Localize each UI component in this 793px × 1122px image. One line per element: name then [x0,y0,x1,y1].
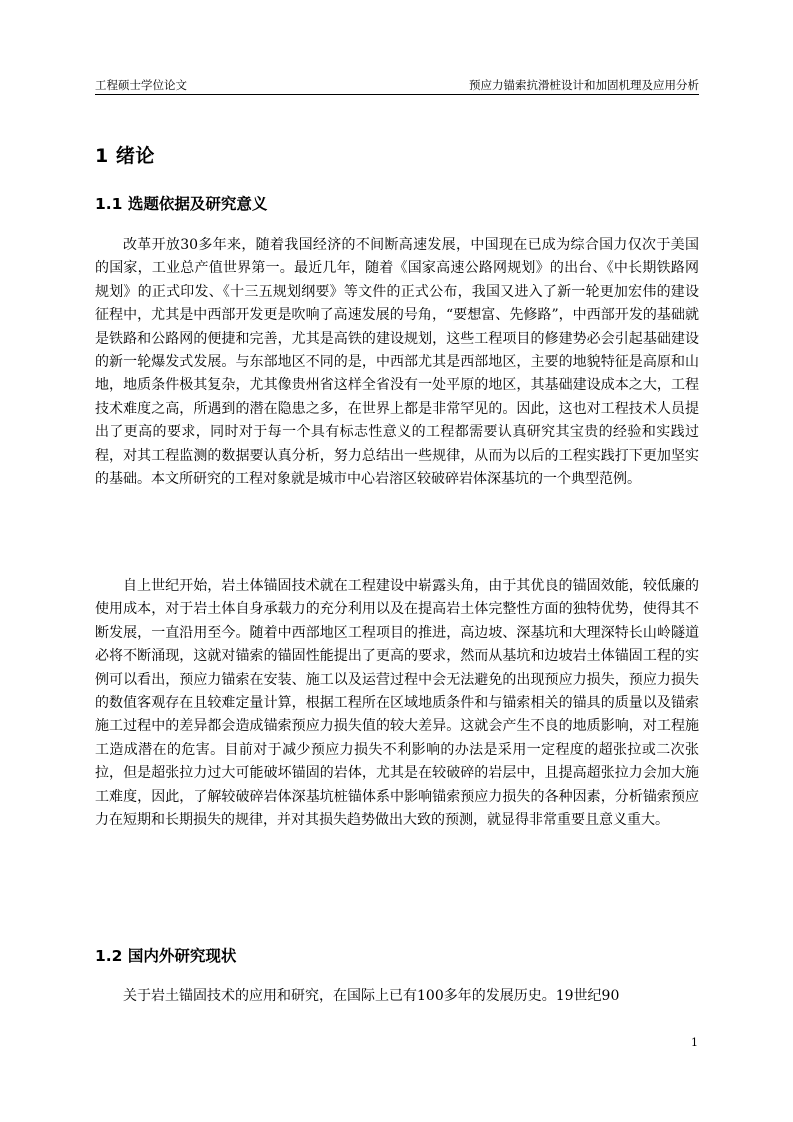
running-header [95,74,699,94]
header-divider [95,94,699,95]
body-paragraph-3 [95,985,699,1008]
section-heading-1-1: 1.1 选题依据及研究意义 [95,195,268,213]
chapter-title: 1 绪论 [95,145,155,167]
paragraph-text: 改革开放30多年来，随着我国经济的不间断高速发展，中国现在已成为综合国力仅次于美国的国家，工业总产值世界第一。最近几年，随着《国家高速公路网规划》的出台、《中长期铁路网规划》的正式印发、《十三五规划纲要》等文件的正式公布，我国又进入了新一轮更加宏伟的建设征程中，尤其是中西部开发更是吹响了高速发展的号角，“要想富、先修路”，中西部开发的基础就是铁路和公路网的便捷和完善，尤其是高铁的建设规划，这些工程项目的修建势必会引起基础建设的新一轮爆发式发展。与东部地区不同的是，中西部尤其是西部地区，主要的地貌特征是高原和山地，地质条件极其复杂，尤其像贵州省这样全省没有一处平原的地区，其基础建设成本之大，工程技术难度之高，所遇到的潜在隐患之多，在世界上都是非常罕见的。因此，这也对工程技术人员提出了更高的要求，同时对于每一个具有标志性意义的工程都需要认真研究其宝贵的经验和实践过程，对其工程监测的数据要认真分析，努力总结出一些规律，从而为以后的工程实践打下更加坚实的基础。本文所研究的工程对象就是城市中心岩溶区较破碎岩体深基坑的一个典型范例。 [95,237,699,488]
body-paragraph-1 [95,234,699,491]
paragraph-text: 自上世纪开始，岩土体锚固技术就在工程建设中崭露头角，由于其优良的锚固效能，较低廉的使用成本，对于岩土体自身承载力的充分利用以及在提高岩土体完整性方面的独特优势，使得其不断发展，一直沿用至今。随着中西部地区工程项目的推进，高边坡、深基坑和大理深特长山岭隧道必将不断涌现，这就对锚索的锚固性能提出了更高的要求，然而从基坑和边坡岩土体锚固工程的实例可以看出，预应力锚索在安装、施工以及运营过程中会无法避免的出现预应力损失，预应力损失的数值客观存在且较难定量计算，根据工程所在区域地质条件和与锚索相关的锚具的质量以及锚索施工过程中的差异都会造成锚索预应力损失值的较大差异。这就会产生不良的地质影响，对工程施工造成潜在的危害。目前对于减少预应力损失不利影响的办法是采用一定程度的超张拉或二次张拉，但是超张拉力过大可能破坏锚固的岩体，尤其是在较破碎的岩层中，且提高超张拉力会加大施工难度，因此，了解较破碎岩体深基坑桩锚体系中影响锚索预应力损失的各种因素，分析锚索预应力在短期和长期损失的规律，并对其损失趋势做出大致的预测，就显得非常重要且意义重大。 [95,578,699,829]
body-paragraph-2 [95,575,699,832]
page-number: 1 [691,1036,698,1049]
header-thesis-title: 预应力锚索抗滑桩设计和加固机理及应用分析 [469,78,699,92]
header-thesis-type: 工程硕士学位论文 [95,78,187,92]
paragraph-text: 关于岩土锚固技术的应用和研究，在国际上已有100多年的发展历史。19世纪90 [123,988,620,1004]
section-heading-1-2: 1.2 国内外研究现状 [95,947,237,965]
